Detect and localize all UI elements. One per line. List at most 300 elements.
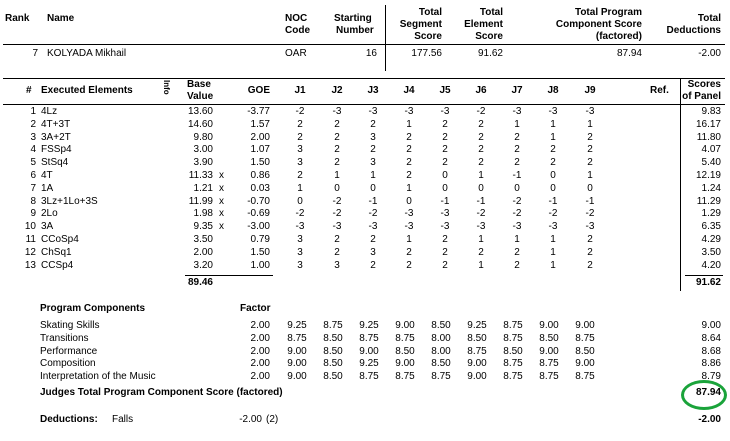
header-element-3: Score: [475, 31, 503, 42]
header-goe: GOE: [247, 85, 270, 96]
judge-score: 2: [334, 144, 340, 156]
judge-score: 0: [587, 182, 593, 194]
base-value: 3.20: [193, 259, 213, 271]
judge-score: 2: [334, 246, 340, 258]
header-noc-1: NOC: [285, 13, 308, 24]
header-base-1: Base: [187, 79, 211, 90]
judge-score: 3: [370, 131, 376, 143]
program-components-title: Program Components: [40, 303, 146, 314]
goe-value: 1.50: [250, 157, 270, 169]
judge-score: 2: [514, 259, 520, 271]
base-value: 3.90: [193, 157, 213, 169]
deduction-falls-count: (2): [266, 414, 279, 425]
elements-header-divider: [3, 104, 725, 105]
base-value: 11.33: [188, 170, 213, 181]
judge-score: 2: [478, 246, 484, 258]
element-number: 5: [30, 157, 36, 169]
panel-score: 11.29: [696, 195, 721, 207]
component-factor: 2.00: [250, 345, 270, 357]
component-name: Transitions: [40, 332, 89, 344]
component-judge-score: 9.25: [359, 320, 379, 331]
judge-score: 1: [478, 259, 484, 271]
judge-score: 2: [370, 259, 376, 271]
judge-score: 2: [442, 157, 448, 169]
panel-score: 4.29: [701, 234, 721, 245]
component-judge-score: 9.25: [287, 320, 307, 331]
judge-score: 2: [550, 157, 556, 169]
element-code: FSSp4: [41, 144, 72, 156]
goe-value: 2.00: [250, 131, 270, 143]
header-segment-2: Segment: [399, 19, 442, 30]
judge-score: 1: [297, 182, 303, 194]
deduction-falls-value: -2.00: [239, 414, 262, 425]
judge-score: 2: [406, 259, 412, 271]
judge-score: -3: [404, 221, 414, 233]
judge-score: -3: [548, 221, 558, 233]
component-panel-score: 8.68: [701, 345, 721, 357]
component-panel-score: 9.00: [701, 320, 721, 331]
judge-score: 2: [478, 118, 484, 130]
judge-score: 1: [550, 246, 556, 258]
judge-score: -2: [512, 208, 522, 220]
judge-score: 1: [478, 170, 484, 181]
judge-score: -3: [548, 106, 558, 117]
judge-score: 2: [587, 246, 593, 258]
judge-score: -3: [512, 221, 522, 233]
header-pcs-3: (factored): [595, 31, 642, 42]
judge-score: 2: [334, 131, 340, 143]
element-number: 8: [30, 195, 36, 207]
component-judge-score: 9.25: [359, 358, 379, 370]
judge-score: -3: [585, 221, 595, 233]
element-code: StSq4: [41, 157, 69, 169]
deduction-type: Falls: [112, 414, 134, 425]
judge-score: -2: [512, 195, 522, 207]
segment-score-value: 177.56: [411, 48, 442, 59]
judge-header: J6: [475, 85, 487, 96]
judge-score: 2: [514, 246, 520, 258]
component-judge-score: 8.75: [503, 320, 523, 331]
component-judge-score: 8.50: [503, 345, 523, 357]
component-judge-score: 9.00: [287, 371, 307, 383]
judge-score: 1: [406, 182, 412, 194]
goe-value: 0.79: [250, 234, 270, 245]
component-judge-score: 9.00: [539, 345, 559, 357]
element-code: 4T+3T: [41, 118, 71, 130]
component-judge-score: 8.00: [431, 332, 451, 344]
panel-score: 6.35: [701, 221, 721, 233]
component-judge-score: 9.00: [467, 371, 487, 383]
header-deductions-2: Deductions: [666, 25, 721, 36]
judge-score: 2: [478, 144, 484, 156]
judge-score: 1: [370, 170, 376, 181]
judge-header: J1: [294, 85, 306, 96]
judge-score: 2: [442, 131, 448, 143]
judge-score: -3: [368, 106, 378, 117]
element-code: 3Lz+1Lo+3S: [41, 195, 98, 207]
judge-score: 3: [334, 259, 340, 271]
goe-value: -0.70: [247, 195, 270, 207]
judge-score: -2: [548, 208, 558, 220]
judge-score: 2: [370, 118, 376, 130]
judge-score: 2: [406, 144, 412, 156]
judge-score: -3: [404, 106, 414, 117]
judge-score: 1: [514, 118, 520, 130]
highlight-circle: [681, 380, 727, 410]
header-base-2: Value: [187, 91, 214, 102]
info-marker: x: [219, 208, 224, 220]
judge-score: 2: [587, 131, 593, 143]
component-panel-score: 8.86: [701, 358, 721, 370]
component-judge-score: 8.75: [575, 332, 595, 344]
summary-vertical-divider: [385, 5, 386, 71]
judge-score: 3: [297, 157, 303, 169]
element-number: 3: [30, 131, 36, 143]
judge-score: -2: [476, 208, 486, 220]
header-ref: Ref.: [650, 85, 669, 96]
header-rank: Rank: [5, 13, 30, 24]
element-code: 3A+2T: [41, 131, 71, 143]
panel-score: 5.40: [701, 157, 721, 169]
component-judge-score: 8.75: [539, 358, 559, 370]
component-judge-score: 8.50: [575, 345, 595, 357]
judge-score: -2: [585, 208, 595, 220]
element-score-value: 91.62: [477, 48, 503, 59]
component-judge-score: 8.75: [395, 371, 415, 383]
component-judge-score: 8.50: [431, 358, 451, 370]
judge-score: -2: [332, 195, 342, 207]
element-number: 7: [30, 182, 36, 194]
judge-score: 3: [297, 246, 303, 258]
base-value: 1.98: [193, 208, 213, 220]
header-noc-2: Code: [285, 25, 310, 36]
component-panel-score: 8.79: [701, 371, 721, 383]
judge-score: 0: [550, 170, 556, 181]
component-name: Performance: [40, 345, 98, 357]
header-segment-3: Score: [414, 31, 442, 42]
judge-score: 3: [297, 144, 303, 156]
component-judge-score: 8.75: [431, 371, 451, 383]
component-judge-score: 8.75: [359, 371, 379, 383]
component-judge-score: 9.00: [539, 320, 559, 331]
judge-score: 2: [550, 144, 556, 156]
panel-total-rule: [685, 275, 723, 276]
judge-score: -1: [548, 195, 558, 207]
judge-score: 2: [406, 157, 412, 169]
goe-value: -3.77: [247, 106, 270, 117]
judge-score: 0: [442, 182, 448, 194]
base-value: 3.50: [193, 234, 213, 245]
goe-value: 1.50: [250, 246, 270, 258]
judge-score: 3: [297, 234, 303, 245]
judge-score: 1: [587, 170, 593, 181]
judge-score: -2: [295, 106, 305, 117]
factor-label: Factor: [240, 303, 271, 314]
judge-score: 3: [370, 246, 376, 258]
judge-header: J9: [584, 85, 596, 96]
noc-value: OAR: [285, 48, 307, 59]
element-code: CCSp4: [41, 259, 74, 271]
component-judge-score: 8.50: [323, 371, 343, 383]
judge-score: 3: [297, 259, 303, 271]
skater-name: KOLYADA Mikhail: [47, 48, 127, 59]
judge-score: 1: [550, 118, 556, 130]
goe-value: 0.03: [250, 182, 270, 194]
base-value: 14.60: [187, 118, 213, 130]
judge-score: 2: [587, 157, 593, 169]
judge-score: 2: [587, 259, 593, 271]
judge-score: -3: [404, 208, 414, 220]
panel-score: 4.20: [701, 259, 721, 271]
element-code: 4Lz: [41, 106, 58, 117]
component-name: Interpretation of the Music: [40, 371, 156, 383]
component-judge-score: 8.50: [323, 345, 343, 357]
header-info: Info: [162, 80, 171, 95]
component-judge-score: 8.75: [503, 358, 523, 370]
panel-score: 16.17: [695, 118, 721, 130]
judge-score: 2: [406, 170, 412, 181]
judge-score: 2: [478, 131, 484, 143]
panel-score: 1.29: [701, 208, 721, 220]
judge-score: 2: [442, 246, 448, 258]
judge-score: 2: [587, 234, 593, 245]
pcs-value: 87.94: [616, 48, 642, 59]
header-pcs-2: Component Score: [555, 19, 642, 30]
element-code: CCoSp4: [41, 234, 79, 245]
judge-score: -3: [368, 221, 378, 233]
component-judge-score: 9.00: [395, 358, 415, 370]
judge-score: 0: [478, 182, 484, 194]
component-panel-score: 8.64: [701, 332, 721, 344]
judge-score: -2: [332, 208, 342, 220]
judge-score: -3: [332, 106, 342, 117]
panel-score: 4.07: [701, 144, 721, 156]
judge-score: 2: [406, 246, 412, 258]
judge-score: 0: [442, 170, 448, 181]
judge-score: -3: [440, 208, 450, 220]
judge-score: 2: [442, 234, 448, 245]
element-number: 1: [30, 106, 36, 117]
judge-header: J3: [367, 85, 379, 96]
base-value: 2.00: [193, 246, 213, 258]
component-judge-score: 9.00: [287, 345, 307, 357]
element-number: 13: [24, 259, 36, 271]
component-factor: 2.00: [250, 332, 270, 344]
starting-number-value: 16: [365, 48, 377, 59]
judge-score: 2: [297, 170, 303, 181]
panel-score: 1.24: [701, 182, 721, 194]
base-value: 11.99: [188, 195, 213, 207]
component-judge-score: 9.00: [359, 345, 379, 357]
header-element-1: Total: [479, 7, 503, 18]
info-marker: x: [219, 170, 224, 181]
rank-value: 7: [32, 48, 38, 59]
judge-score: -3: [476, 221, 486, 233]
judge-score: 2: [442, 144, 448, 156]
component-judge-score: 9.00: [287, 358, 307, 370]
judge-score: 1: [550, 131, 556, 143]
deductions-value: -2.00: [698, 48, 721, 59]
elements-top-border: [3, 78, 725, 79]
header-element-2: Element: [464, 19, 503, 30]
component-judge-score: 8.50: [395, 345, 415, 357]
header-panel-2: of Panel: [682, 91, 721, 102]
goe-value: 1.00: [250, 259, 270, 271]
component-name: Composition: [40, 358, 96, 370]
element-number: 4: [30, 144, 36, 156]
header-panel-1: Scores: [687, 79, 721, 90]
header-pcs-1: Total Program: [574, 7, 642, 18]
judge-score: -2: [368, 208, 378, 220]
judge-score: 2: [334, 234, 340, 245]
component-judge-score: 8.00: [431, 345, 451, 357]
header-starting-1: Starting: [334, 13, 372, 24]
judge-score: 1: [406, 234, 412, 245]
pcs-total-label: Judges Total Program Component Score (factored): [40, 387, 283, 398]
judge-score: -3: [440, 221, 450, 233]
judge-score: 2: [514, 131, 520, 143]
judge-score: -1: [585, 195, 595, 207]
component-judge-score: 8.75: [503, 332, 523, 344]
panel-score: 12.19: [695, 170, 721, 181]
deductions-label: Deductions:: [40, 414, 98, 425]
component-judge-score: 9.00: [467, 358, 487, 370]
judge-score: 1: [406, 118, 412, 130]
judge-score: -3: [440, 106, 450, 117]
judge-score: 2: [514, 144, 520, 156]
goe-value: -3.00: [247, 221, 270, 233]
component-judge-score: 8.50: [539, 332, 559, 344]
component-judge-score: 8.75: [503, 371, 523, 383]
judge-score: 0: [514, 182, 520, 194]
component-judge-score: 9.25: [467, 320, 487, 331]
judge-score: 1: [550, 259, 556, 271]
judge-score: 0: [334, 182, 340, 194]
goe-value: 0.86: [250, 170, 270, 181]
judge-score: 2: [334, 157, 340, 169]
judge-score: -1: [440, 195, 450, 207]
element-number: 10: [24, 221, 36, 233]
base-value: 3.00: [193, 144, 213, 156]
judge-header: J5: [439, 85, 451, 96]
base-value-total: 89.46: [187, 277, 213, 288]
element-number: 11: [25, 234, 36, 245]
component-judge-score: 8.50: [467, 332, 487, 344]
header-num: #: [26, 85, 32, 96]
component-name: Skating Skills: [40, 320, 100, 331]
header-name: Name: [47, 13, 75, 24]
element-number: 12: [24, 246, 36, 258]
goe-value: 1.57: [250, 118, 270, 130]
base-value: 13.60: [187, 106, 213, 117]
component-judge-score: 8.50: [323, 332, 343, 344]
element-number: 9: [30, 208, 36, 220]
info-marker: x: [219, 221, 224, 233]
component-judge-score: 8.50: [431, 320, 451, 331]
component-judge-score: 8.75: [395, 332, 415, 344]
judge-header: J7: [511, 85, 523, 96]
deductions-total: -2.00: [698, 414, 721, 425]
goe-value: 1.07: [250, 144, 270, 156]
panel-score: 11.80: [696, 131, 721, 143]
judge-score: -3: [585, 106, 595, 117]
component-judge-score: 9.00: [575, 358, 595, 370]
judge-score: 2: [587, 144, 593, 156]
judge-score: 0: [370, 182, 376, 194]
header-starting-2: Number: [336, 25, 374, 36]
component-judge-score: 8.75: [467, 345, 487, 357]
judge-header: J2: [331, 85, 343, 96]
element-code: 3A: [41, 221, 54, 233]
component-judge-score: 8.75: [359, 332, 379, 344]
element-code: 2Lo: [41, 208, 58, 220]
header-executed: Executed Elements: [41, 85, 133, 96]
panel-score-total: 91.62: [695, 277, 721, 288]
judge-score: 2: [514, 157, 520, 169]
judge-score: 2: [297, 118, 303, 130]
panel-score: 9.83: [701, 106, 721, 117]
goe-value: -0.69: [247, 208, 270, 220]
summary-divider: [3, 44, 725, 45]
element-code: 4T: [41, 170, 53, 181]
element-number: 6: [30, 170, 36, 181]
component-judge-score: 8.75: [287, 332, 307, 344]
judge-score: -3: [332, 221, 342, 233]
judge-score: -1: [368, 195, 378, 207]
judge-score: 3: [370, 157, 376, 169]
judge-score: 2: [442, 259, 448, 271]
component-judge-score: 8.75: [323, 320, 343, 331]
base-value: 9.80: [193, 131, 213, 143]
judge-score: 0: [406, 195, 412, 207]
element-number: 2: [30, 118, 36, 130]
judge-score: -3: [512, 106, 522, 117]
judge-score: 1: [587, 118, 593, 130]
component-factor: 2.00: [250, 371, 270, 383]
judge-score: 2: [478, 157, 484, 169]
judge-score: -3: [295, 221, 305, 233]
component-judge-score: 9.00: [395, 320, 415, 331]
judge-header: J4: [403, 85, 415, 96]
component-judge-score: 8.75: [539, 371, 559, 383]
component-judge-score: 8.50: [323, 358, 343, 370]
judge-score: 1: [478, 234, 484, 245]
base-value: 1.21: [193, 182, 213, 194]
judge-score: -2: [295, 208, 305, 220]
judge-score: 2: [370, 144, 376, 156]
judge-score: 2: [334, 118, 340, 130]
info-marker: x: [219, 195, 224, 207]
component-factor: 2.00: [250, 358, 270, 370]
judge-score: -1: [476, 195, 486, 207]
info-marker: x: [219, 182, 224, 194]
component-factor: 2.00: [250, 320, 270, 331]
header-deductions-1: Total: [697, 13, 721, 24]
judge-score: 0: [297, 195, 303, 207]
pcs-total-value: 87.94: [695, 387, 721, 398]
element-code: 1A: [41, 182, 54, 194]
component-judge-score: 8.75: [575, 371, 595, 383]
judge-score: 1: [514, 234, 520, 245]
judge-score: 2: [370, 234, 376, 245]
base-total-rule: [185, 275, 273, 276]
judge-score: 2: [442, 118, 448, 130]
element-code: ChSq1: [41, 246, 72, 258]
judge-header: J8: [547, 85, 559, 96]
judge-score: 1: [550, 234, 556, 245]
panel-score: 3.50: [701, 246, 721, 258]
judge-score: -1: [512, 170, 522, 181]
